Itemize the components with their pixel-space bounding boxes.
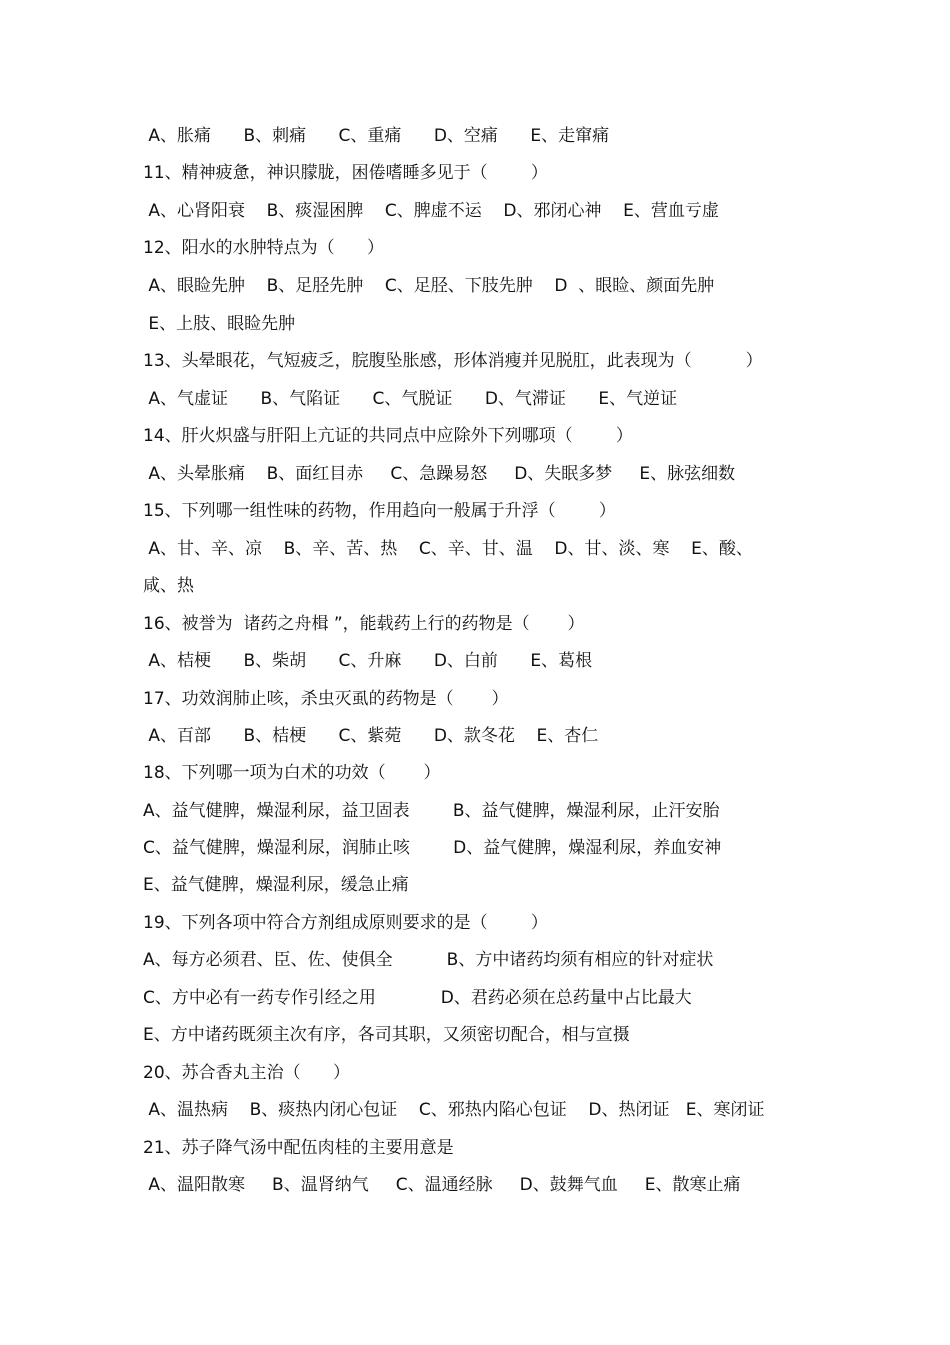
text-line: A、桔梗 B、柴胡 C、升麻 D、白前 E、葛根 <box>143 651 593 671</box>
text-line: 咸、热 <box>143 576 194 596</box>
text-line: C、益气健脾，燥湿利尿，润肺止咳 D、益气健脾，燥湿利尿，养血安神 <box>143 838 722 858</box>
text-line: 19、下列各项中符合方剂组成原则要求的是（ ） <box>143 913 548 933</box>
q18-options-cd <box>143 837 721 859</box>
q12-options-cont <box>143 313 295 335</box>
q15-options-cont <box>143 575 194 597</box>
q18-options-e <box>143 874 409 896</box>
text-line: A、心肾阳衰 B、痰湿困脾 C、脾虚不运 D、邪闭心神 E、营血亏虚 <box>143 201 719 221</box>
q18-stem <box>143 762 440 784</box>
q20-options <box>143 1099 764 1121</box>
q19-options-e <box>143 1024 630 1046</box>
text-line: 13、头晕眼花，气短疲乏，脘腹坠胀感，形体消瘦并见脱肛，此表现为（ ） <box>143 351 763 371</box>
q14-options <box>143 463 735 485</box>
text-line: E、方中诸药既须主次有序，各司其职，又须密切配合，相与宣摄 <box>143 1025 630 1045</box>
text-line: A、气虚证 B、气陷证 C、气脱证 D、气滞证 E、气逆证 <box>143 389 678 409</box>
text-line: A、头晕胀痛 B、面红目赤 C、急躁易怒 D、失眠多梦 E、脉弦细数 <box>143 464 736 484</box>
text-line: A、温热病 B、痰热内闭心包证 C、邪热内陷心包证 D、热闭证 E、寒闭证 <box>143 1100 765 1120</box>
q11-options <box>143 200 719 222</box>
q16-options <box>143 650 592 672</box>
text-line: A、胀痛 B、刺痛 C、重痛 D、空痛 E、走窜痛 <box>143 126 610 146</box>
text-line: 12、阳水的水肿特点为（ ） <box>143 238 385 258</box>
q17-options <box>143 725 598 747</box>
text-line: A、百部 B、桔梗 C、紫菀 D、款冬花 E、杏仁 <box>143 726 599 746</box>
text-line: 17、功效润肺止咳，杀虫灭虱的药物是（ ） <box>143 689 509 709</box>
q17-stem <box>143 688 508 710</box>
text-line: C、方中必有一药专作引经之用 D、君药必须在总药量中占比最大 <box>143 988 692 1008</box>
q13-stem <box>143 350 763 372</box>
text-line: A、益气健脾，燥湿利尿，益卫固表 B、益气健脾，燥湿利尿，止汗安胎 <box>143 801 720 821</box>
q13-options <box>143 388 677 410</box>
q11-stem <box>143 162 548 184</box>
text-line: 20、苏合香丸主治（ ） <box>143 1063 351 1083</box>
q20-stem <box>143 1062 350 1084</box>
text-line: 18、下列哪一项为白术的功效（ ） <box>143 763 441 783</box>
text-line: 15、下列哪一组性味的药物，作用趋向一般属于升浮（ ） <box>143 501 616 521</box>
text-line: A、温阳散寒 B、温肾纳气 C、温通经脉 D、鼓舞气血 E、散寒止痛 <box>143 1175 741 1195</box>
q15-stem <box>143 500 616 522</box>
text-line: A、甘、辛、凉 B、辛、苦、热 C、辛、甘、温 D、甘、淡、寒 E、酸、 <box>143 539 753 559</box>
q14-stem <box>143 425 633 447</box>
q12-options <box>143 275 714 297</box>
text-line: E、益气健脾，燥湿利尿，缓急止痛 <box>143 875 409 895</box>
text-line: A、每方必须君、臣、佐、使俱全 B、方中诸药均须有相应的针对症状 <box>143 950 714 970</box>
q18-options-ab <box>143 800 720 822</box>
q16-stem <box>143 613 584 635</box>
q12-stem <box>143 237 384 259</box>
q21-stem <box>143 1137 454 1159</box>
q15-options <box>143 538 753 560</box>
q21-options <box>143 1174 740 1196</box>
q19-options-cd <box>143 987 692 1009</box>
q10-options <box>143 125 609 147</box>
text-line: 21、苏子降气汤中配伍肉桂的主要用意是 <box>143 1138 454 1158</box>
text-line: 14、肝火炽盛与肝阳上亢证的共同点中应除外下列哪项（ ） <box>143 426 633 446</box>
text-line: 11、精神疲惫，神识朦胧，困倦嗜睡多见于（ ） <box>143 163 548 183</box>
text-line: 16、被誉为 诸药之舟楫 ”，能载药上行的药物是（ ） <box>143 614 585 634</box>
text-line: E、上肢、眼睑先肿 <box>143 314 296 334</box>
q19-stem <box>143 912 548 934</box>
text-line: A、眼睑先肿 B、足胫先肿 C、足胫、下肢先肿 D 、眼睑、颜面先肿 <box>143 276 715 296</box>
q19-options-ab <box>143 949 713 971</box>
